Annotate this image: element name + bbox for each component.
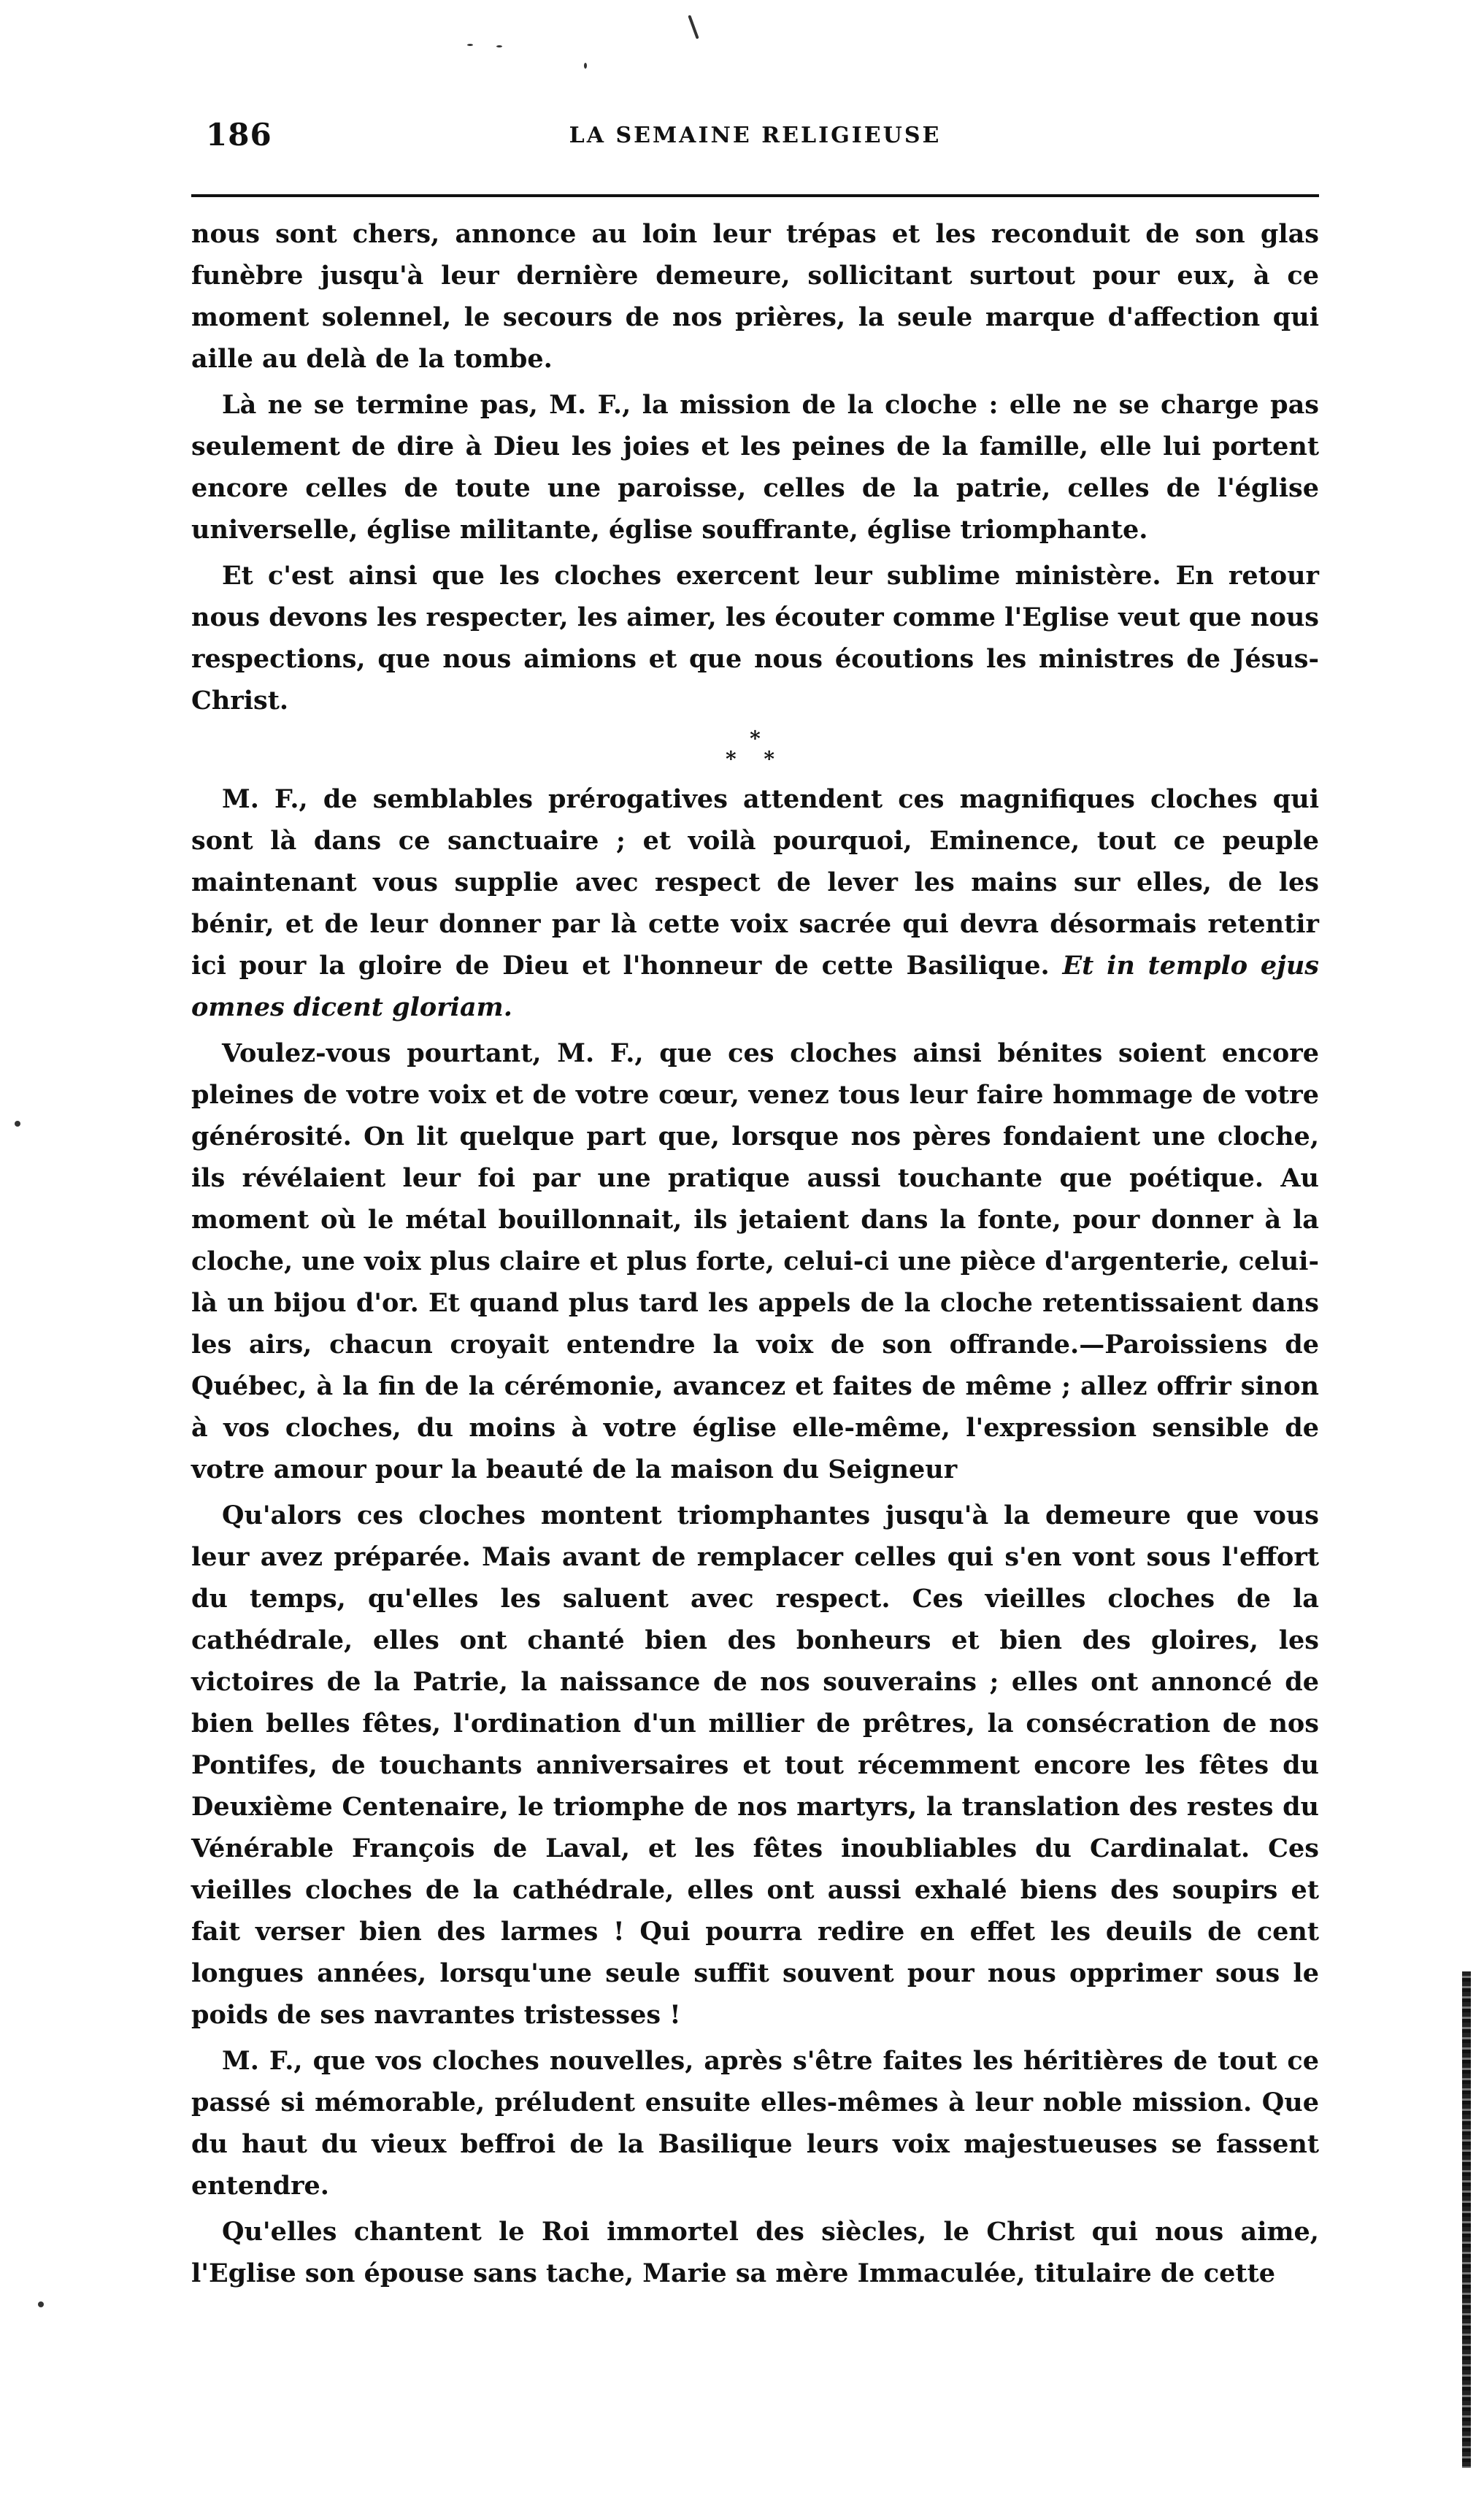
scan-speck: [15, 1121, 20, 1127]
asterism-bottom: * *: [725, 747, 785, 771]
scan-edge-artifact: [1462, 1971, 1471, 2468]
paragraph-4-text: M. F., de semblables prérogatives attendent ces magnifiques cloches qui sont là dans ce sanctuaire ; et voilà pourquoi, Eminence, tout ce peuple maintenant vous supplie avec respect de lever les mains sur elles, de les bénir, et de leur donner par là cette voix sacrée qui devra désormais retentir ici pour la gloire de Dieu et l'honneur de cette Basilique.: [191, 784, 1319, 981]
scan-speck: [467, 44, 473, 46]
paragraph-8: Qu'elles chantent le Roi immortel des siècles, le Christ qui nous aime, l'Eglise son épouse sans tache, Marie sa mère Immaculée, titulaire de cette: [191, 2217, 1319, 2288]
header-rule: [191, 194, 1319, 197]
asterism-top: *: [750, 727, 761, 751]
page-number: 186: [206, 117, 272, 153]
page-header: [191, 117, 1319, 168]
paragraph-5: Voulez-vous pourtant, M. F., que ces cloches ainsi bénites soient encore pleines de votre voix et de votre cœur, venez tous leur faire hommage de votre générosité. On lit quelque part que, lorsque nos pères fondaient une cloche, ils révélaient leur foi par une pratique aussi touchante que poétique. Au moment où le métal bouillonnait, ils jetaient dans la fonte, pour donner à la cloche, une voix plus claire et plus forte, celui-ci une pièce d'argenterie, celui-là un bijou d'or. Et quand plus tard les appels de la cloche retentissaient dans les airs, chacun croyait entendre la voix de son offrande.—Paroissiens de Québec, à la fin de la cérémonie, avancez et faites de même ; allez offrir sinon à vos cloches, du moins à votre église elle-même, l'expression sensible de votre amour pour la beauté de la maison du Seigneur: [191, 1038, 1319, 1484]
paragraph-7: M. F., que vos cloches nouvelles, après s'être faites les héritières de tout ce passé si mémorable, préludent ensuite elles-mêmes à leur noble mission. Que du haut du vieux beffroi de la Basilique leurs voix majestueuses se fassent entendre.: [191, 2046, 1319, 2201]
running-head: LA SEMAINE RELIGIEUSE: [569, 123, 942, 148]
latin-quotation: Et in templo ejus omnes dicent gloriam.: [191, 951, 1319, 1022]
scan-speck: [38, 2301, 44, 2307]
paragraph-6: Qu'alors ces cloches montent triomphantes jusqu'à la demeure que vous leur avez préparée. Mais avant de remplacer celles qui s'en vont sous l'effort du temps, qu'elles les saluent avec respect. Ces vieilles cloches de la cathédrale, elles ont chanté bien des bonheurs et bien des gloires, les victoires de la Patrie, la naissance de nos souverains ; elles ont annoncé de bien belles fêtes, l'ordination d'un millier de prêtres, la consécration de nos Pontifes, de touchants anniversaires et tout récemment encore les fêtes du Deuxième Centenaire, le triomphe de nos martyrs, la translation des restes du Vénérable François de Laval, et les fêtes inoubliables du Cardinalat. Ces vieilles cloches de la cathédrale, elles ont aussi exhalé biens des soupirs et fait verser bien des larmes ! Qui pourra redire en effet les deuils de cent longues années, lorsqu'une seule suffit souvent pour nous opprimer sous le poids de ses navrantes tristesses !: [191, 1500, 1319, 2030]
section-separator: [191, 729, 1319, 770]
paragraph-3: Et c'est ainsi que les cloches exercent leur sublime ministère. En retour nous devons les respecter, les aimer, les écouter comme l'Eglise veut que nous respections, que nous aimions et que nous écoutions les ministres de Jésus-Christ.: [191, 561, 1319, 716]
scan-speck: [584, 63, 587, 69]
scan-speck: [496, 45, 502, 47]
paragraph-2: Là ne se termine pas, M. F., la mission de la cloche : elle ne se charge pas seulement de dire à Dieu les joies et les peines de la famille, elle lui portent encore celles de toute une paroisse, celles de la patrie, celles de l'église universelle, église militante, église souffrante, église triomphante.: [191, 390, 1319, 545]
paragraph-1: nous sont chers, annonce au loin leur trépas et les reconduit de son glas funèbre jusqu'à leur dernière demeure, sollicitant surtout pour eux, à ce moment solennel, le secours de nos prières, la seule marque d'affection qui aille au delà de la tombe.: [191, 219, 1319, 374]
page-content: [191, 110, 1319, 2294]
paragraph-4: [191, 778, 1319, 1028]
scan-speck: [688, 15, 699, 39]
